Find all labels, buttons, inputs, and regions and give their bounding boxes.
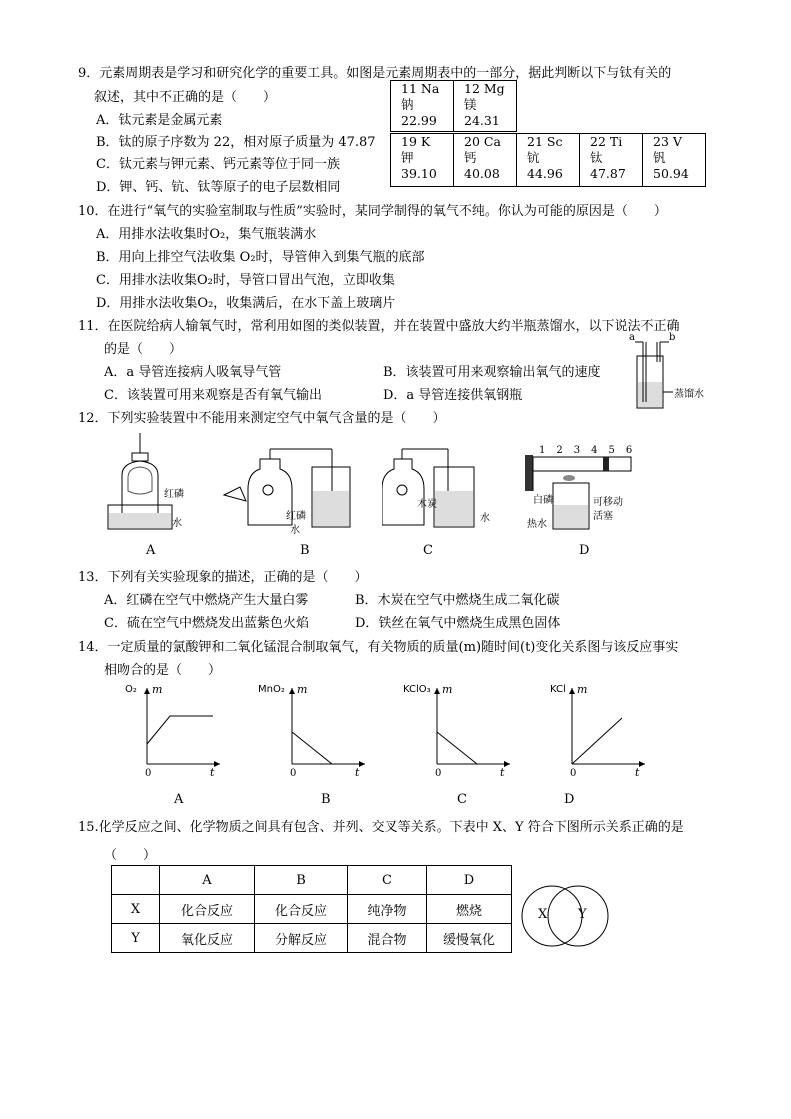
q13-option-d: D．铁丝在氧气中燃烧生成黑色固体 [355, 616, 561, 631]
q15-cell: 化合反应 [160, 895, 255, 924]
q14a-m: m [152, 683, 163, 696]
pt-cell-mg: 12 Mg 镁 24.31 [454, 81, 517, 132]
charcoal-combustion-apparatus-icon [382, 445, 492, 535]
q15-row-x [112, 895, 512, 924]
pt-cell-v: 23 V 钒 50.94 [643, 134, 706, 187]
q13-stem: 13．下列有关实验现象的描述，正确的是（ ） [78, 570, 368, 585]
q12-label-c: C [423, 543, 433, 558]
q12d-label-movable: 可移动 [593, 497, 623, 508]
q14c-m: m [442, 683, 453, 696]
q14d-ylabel: KCl [550, 684, 566, 695]
q14-graph-a [125, 684, 225, 784]
q12-figure-c [382, 445, 492, 535]
q15-row-y [112, 924, 512, 953]
q14d-t: t [635, 766, 640, 779]
q13-option-a: A．红磷在空气中燃烧产生大量白雾 [104, 593, 309, 608]
q9-option-c: C．钛元素与钾元素、钙元素等位于同一族 [96, 157, 340, 172]
q12d-label-piston: 活塞 [593, 511, 613, 522]
q15-cell: 缓慢氧化 [427, 924, 512, 953]
q11-stem-line1: 11．在医院给病人输氧气时，常利用如图的类似装置，并在装置中盛放大约半瓶蒸馏水，以下说法不正确 [78, 319, 680, 334]
venn-diagram-icon [520, 880, 610, 952]
q11-label-a: a [629, 332, 635, 343]
q14a-origin: 0 [145, 768, 152, 779]
q12-label-b: B [300, 543, 310, 558]
pt-cell-ti: 22 Ti 钛 47.87 [580, 134, 643, 187]
q14c-ylabel: KClO₃ [403, 684, 431, 695]
q14-graph-c [403, 683, 515, 784]
q9-stem-line2: 叙述，其中不正确的是（ ） [94, 90, 277, 105]
q14a-ylabel: O₂ [125, 684, 137, 695]
q11-option-d: D．a 导管连接供氧钢瓶 [383, 388, 523, 403]
q15-table [111, 865, 512, 953]
q15-header-cell: B [255, 866, 348, 895]
q12b-label-phosphorus: 红磷 [286, 511, 306, 522]
q14d-m: m [577, 683, 588, 696]
q9-stem-line1: 9．元素周期表是学习和研究化学的重要工具。如图是元素周期表中的一部分，据此判断以下与钛有关的 [78, 66, 672, 81]
q12c-label-water: 水 [480, 513, 490, 524]
q15-cell: Y [112, 924, 160, 953]
q14b-origin: 0 [290, 768, 297, 779]
q12-label-a: A [146, 543, 156, 558]
q10-option-a: A．用排水法收集时O₂，集气瓶装满水 [96, 227, 317, 242]
gas-washing-bottle-icon [625, 334, 715, 414]
q14c-origin: 0 [435, 768, 442, 779]
pt-cell-sc: 21 Sc 钪 44.96 [517, 134, 580, 187]
q15-header-cell: A [160, 866, 255, 895]
q14b-ylabel: MnO₂ [258, 684, 285, 695]
venn-label-x: X [538, 907, 548, 922]
q10-option-c: C．用排水法收集O₂时，导管口冒出气泡，立即收集 [96, 273, 395, 288]
q14a-t: t [210, 766, 215, 779]
q15-cell: 纯净物 [348, 895, 427, 924]
pt-cell-ca: 20 Ca 钙 40.08 [454, 134, 517, 187]
q12a-label-water: 水 [172, 518, 182, 529]
q15-cell: 燃烧 [427, 895, 512, 924]
q15-cell: 混合物 [348, 924, 427, 953]
q12-stem: 12．下列实验装置中不能用来测定空气中氧气含量的是（ ） [78, 411, 446, 426]
q15-cell: 氧化反应 [160, 924, 255, 953]
q15-header-row [112, 866, 512, 895]
q12b-label-water: 水 [290, 525, 300, 536]
q14b-t: t [355, 766, 360, 779]
q12-figure-b [220, 445, 360, 535]
q9-option-d: D．钾、钙、钪、钛等原子的电子层数相同 [96, 180, 341, 195]
q15-venn-diagram [520, 880, 610, 952]
q11-label-water: 蒸馏水 [674, 389, 704, 400]
q12d-scale-labels: 123456 [539, 445, 644, 456]
q14-label-a: A [174, 792, 184, 807]
q10-option-b: B．用向上排空气法收集 O₂时，导管伸入到集气瓶的底部 [96, 250, 425, 265]
q13-option-b: B．木炭在空气中燃烧生成二氧化碳 [355, 593, 560, 608]
q11-option-c: C．该装置可用来观察是否有氧气输出 [104, 388, 322, 403]
q14-stem-line2: 相吻合的是（ ） [104, 663, 222, 678]
q15-header-cell: C [348, 866, 427, 895]
venn-label-y: Y [578, 907, 587, 922]
pt-cell-k: 19 K 钾 39.10 [391, 134, 454, 187]
q15-cell: 分解反应 [255, 924, 348, 953]
q14-graph-d [550, 684, 650, 784]
q12-figure-a [100, 433, 200, 543]
bell-jar-apparatus-icon [100, 433, 200, 543]
q15-cell: 化合反应 [255, 895, 348, 924]
q14-graph-b [258, 683, 370, 784]
q12d-label-hot-water: 热水 [527, 519, 547, 530]
q15-paren: （ ） [104, 848, 157, 863]
q9-option-a: A．钛元素是金属元素 [96, 113, 223, 128]
q14-label-b: B [321, 792, 331, 807]
q15-header-cell [112, 866, 160, 895]
q15-header-cell: D [427, 866, 512, 895]
q14d-origin: 0 [570, 768, 577, 779]
q14-stem-line1: 14．一定质量的氯酸钾和二氧化锰混合制取氧气，有关物质的质量(m)随时间(t)变化关系图与该反应事实 [78, 640, 679, 655]
periodic-table-row1 [390, 80, 517, 132]
pt-cell-na: 11 Na 钠 22.99 [391, 81, 454, 132]
q11-option-b: B．该装置可用来观察输出氧气的速度 [383, 365, 601, 380]
q12c-label-charcoal: 木炭 [417, 499, 437, 510]
q12a-label-phosphorus: 红磷 [164, 489, 184, 500]
q11-apparatus-figure [625, 334, 715, 414]
q14b-m: m [297, 683, 308, 696]
q10-stem: 10．在进行“氧气的实验室制取与性质”实验时，某同学制得的氧气不纯。你认为可能的原因是（ ） [78, 204, 667, 219]
q14-label-c: C [457, 792, 467, 807]
q9-option-b: B．钛的原子序数为 22，相对原子质量为 47.87 [96, 135, 376, 150]
q10-option-d: D．用排水法收集O₂，收集满后，在水下盖上玻璃片 [96, 296, 396, 311]
q12-figure-d [525, 445, 644, 539]
q12-label-d: D [579, 543, 590, 558]
q11-option-a: A．a 导管连接病人吸氧导气管 [104, 365, 282, 380]
q13-option-c: C．硫在空气中燃烧发出蓝紫色火焰 [104, 616, 309, 631]
q11-label-b: b [669, 332, 676, 343]
periodic-table-row2 [390, 133, 706, 187]
q12d-label-white-phosphorus: 白磷 [533, 495, 553, 506]
q15-cell: X [112, 895, 160, 924]
q14-label-d: D [564, 792, 575, 807]
q11-stem-line2: 的是（ ） [104, 342, 183, 357]
q14c-t: t [500, 766, 505, 779]
q15-stem: 15.化学反应之间、化学物质之间具有包含、并列、交叉等关系。下表中 X、Y 符合下图所示关系正确的是 [78, 820, 684, 835]
